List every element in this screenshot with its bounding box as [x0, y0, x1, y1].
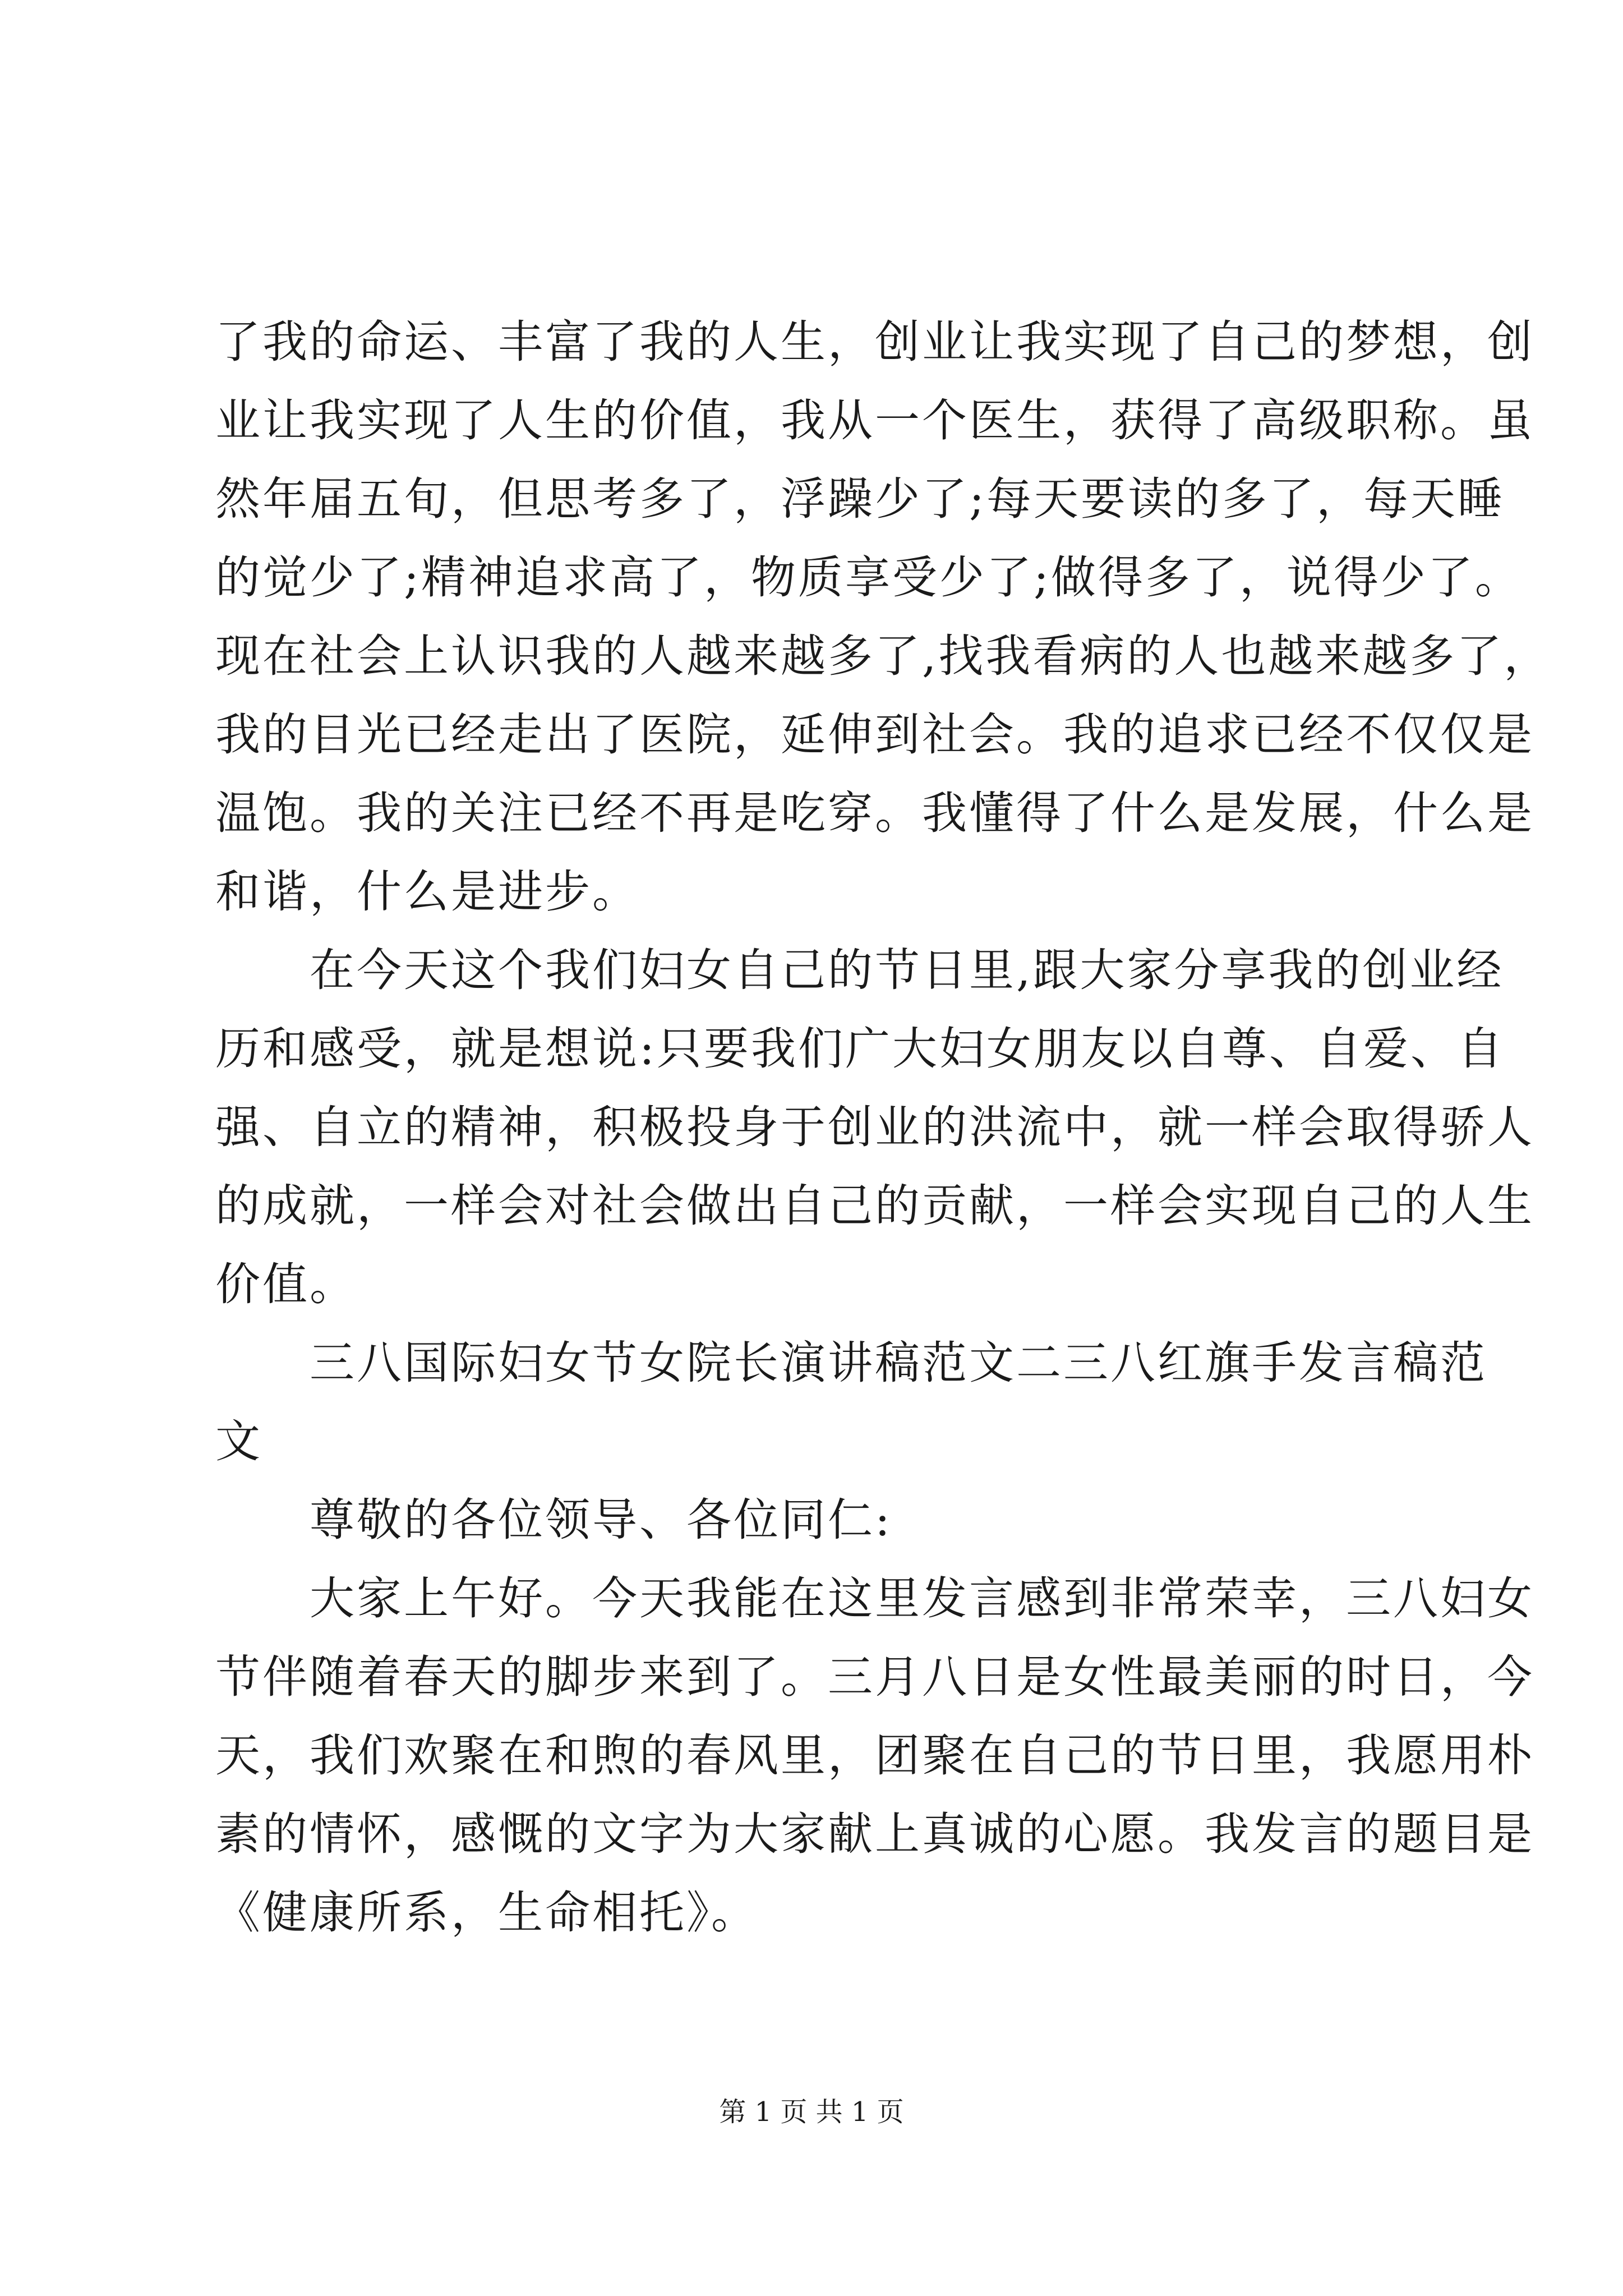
- text-line: 三八国际妇女节女院长演讲稿范文二三八红旗手发言稿范: [310, 1337, 1487, 1389]
- text-line: 《健康所系，生命相托》。: [215, 1887, 758, 1939]
- text-line: 大家上午好。今天我能在这里发言感到非常荣幸，三八妇女: [310, 1572, 1534, 1625]
- text-line: 节伴随着春天的脚步来到了。三月八日是女性最美丽的时日，今: [215, 1651, 1534, 1703]
- text-line: 现在社会上认识我的人越来越多了,找我看病的人也越来越多了，: [215, 630, 1551, 682]
- text-line: 的觉少了;精神追求高了，物质享受少了;做得多了，说得少了。: [215, 551, 1522, 604]
- text-line: 素的情怀，感慨的文字为大家献上真诚的心愿。我发言的题目是: [215, 1808, 1534, 1860]
- text-line: 温饱。我的关注已经不再是吃穿。我懂得了什么是发展，什么是: [215, 787, 1534, 839]
- text-line: 文: [215, 1415, 262, 1467]
- text-line: 的成就，一样会对社会做出自己的贡献，一样会实现自己的人生: [215, 1180, 1534, 1232]
- paragraph-1: [215, 303, 1551, 931]
- text-line: 天，我们欢聚在和煦的春风里，团聚在自己的节日里，我愿用朴: [215, 1729, 1534, 1782]
- paragraph-2: [215, 931, 1534, 1324]
- page-footer: 第 1 页 共 1 页: [719, 2096, 904, 2128]
- document-body: [215, 303, 1551, 1952]
- text-line: 和谐，什么是进步。: [215, 866, 639, 918]
- text-line: 然年届五旬，但思考多了，浮躁少了;每天要读的多了，每天睡: [215, 473, 1505, 525]
- text-line: 在今天这个我们妇女自己的节日里,跟大家分享我的创业经: [310, 944, 1504, 996]
- text-line: 尊敬的各位领导、各位同仁:: [310, 1494, 892, 1546]
- text-line: 我的目光已经走出了医院，延伸到社会。我的追求已经不仅仅是: [215, 708, 1534, 761]
- paragraph-title: [215, 1324, 1487, 1481]
- text-line: 业让我实现了人生的价值，我从一个医生，获得了高级职称。虽: [215, 394, 1534, 447]
- text-line: 价值。: [215, 1258, 357, 1310]
- text-line: 强、自立的精神，积极投身于创业的洪流中，就一样会取得骄人: [215, 1101, 1534, 1153]
- text-line: 历和感受，就是想说:只要我们广大妇女朋友以自尊、自爱、自: [215, 1023, 1505, 1075]
- text-line: 了我的命运、丰富了我的人生，创业让我实现了自己的梦想，创: [215, 316, 1534, 368]
- paragraph-5: [215, 1559, 1534, 1952]
- paragraph-salutation: [215, 1481, 1421, 1559]
